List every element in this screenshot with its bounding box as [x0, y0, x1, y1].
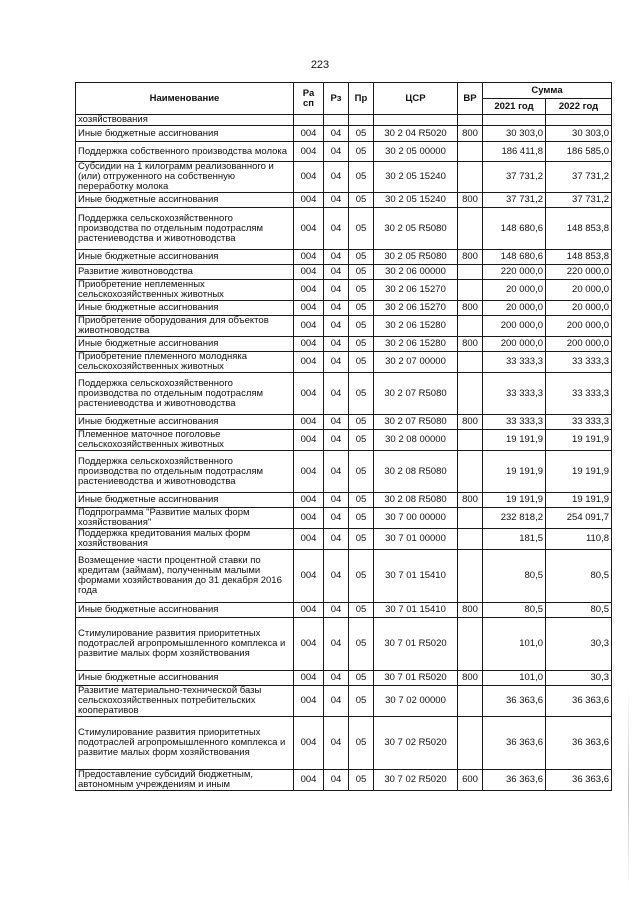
cell-csr: 30 2 05 R5080	[374, 208, 458, 250]
cell-rasp: 004	[294, 265, 324, 280]
cell-sum-2022: 19 191,9	[546, 430, 612, 451]
cell-pr: 05	[349, 618, 374, 671]
cell-csr: 30 2 06 15270	[374, 301, 458, 316]
cell-rasp: 004	[294, 142, 324, 162]
table-row	[76, 301, 612, 316]
cell-rasp	[294, 115, 324, 126]
table-row	[76, 430, 612, 451]
cell-pr: 05	[349, 770, 374, 791]
cell-csr: 30 2 05 00000	[374, 142, 458, 162]
cell-sum-2022: 254 091,7	[546, 508, 612, 529]
cell-pr: 05	[349, 451, 374, 493]
cell-pr: 05	[349, 250, 374, 265]
header-year-2021: 2021 год	[483, 99, 546, 115]
cell-csr: 30 2 07 R5080	[374, 415, 458, 430]
cell-sum-2021: 33 333,3	[483, 352, 546, 373]
cell-csr: 30 7 01 R5020	[374, 618, 458, 671]
cell-pr: 05	[349, 352, 374, 373]
cell-vr: 800	[458, 337, 483, 352]
cell-rz: 04	[324, 686, 349, 717]
cell-rz: 04	[324, 208, 349, 250]
cell-rasp: 004	[294, 373, 324, 415]
table-row	[76, 162, 612, 193]
cell-pr: 05	[349, 265, 374, 280]
cell-sum-2022: 148 853,8	[546, 208, 612, 250]
cell-name: Иные бюджетные ассигнования	[76, 415, 294, 430]
cell-vr: 800	[458, 301, 483, 316]
cell-csr: 30 2 08 00000	[374, 430, 458, 451]
cell-vr: 800	[458, 126, 483, 142]
cell-sum-2021: 36 363,6	[483, 717, 546, 770]
cell-sum-2022: 80,5	[546, 550, 612, 603]
cell-sum-2021: 101,0	[483, 618, 546, 671]
cell-sum-2021: 80,5	[483, 603, 546, 618]
cell-pr: 05	[349, 529, 374, 550]
cell-sum-2022: 80,5	[546, 603, 612, 618]
table-row	[76, 451, 612, 493]
cell-sum-2022: 36 363,6	[546, 770, 612, 791]
cell-rz: 04	[324, 717, 349, 770]
table-row	[76, 280, 612, 301]
header-name: Наименование	[76, 83, 294, 115]
cell-csr: 30 2 06 15280	[374, 316, 458, 337]
cell-name: Развитие животноводства	[76, 265, 294, 280]
table-body	[76, 115, 612, 791]
cell-name: Приобретение неплеменных сельскохозяйственных животных	[76, 280, 294, 301]
header-year-2022: 2022 год	[546, 99, 612, 115]
cell-rasp: 004	[294, 301, 324, 316]
cell-sum-2021: 200 000,0	[483, 316, 546, 337]
cell-name: Поддержка кредитования малых форм хозяйствования	[76, 529, 294, 550]
table-row	[76, 618, 612, 671]
cell-sum-2022	[546, 115, 612, 126]
scan-edge-mark	[628, 690, 629, 890]
table-row	[76, 126, 612, 142]
cell-rz: 04	[324, 451, 349, 493]
cell-sum-2021: 148 680,6	[483, 208, 546, 250]
cell-vr	[458, 529, 483, 550]
cell-pr: 05	[349, 508, 374, 529]
cell-pr: 05	[349, 603, 374, 618]
cell-vr: 800	[458, 250, 483, 265]
cell-rasp: 004	[294, 162, 324, 193]
cell-sum-2021: 20 000,0	[483, 280, 546, 301]
cell-vr	[458, 550, 483, 603]
table-row	[76, 250, 612, 265]
cell-vr: 800	[458, 671, 483, 686]
cell-rasp: 004	[294, 603, 324, 618]
cell-pr: 05	[349, 415, 374, 430]
cell-rz: 04	[324, 162, 349, 193]
cell-sum-2022: 200 000,0	[546, 316, 612, 337]
cell-vr	[458, 265, 483, 280]
cell-sum-2021: 200 000,0	[483, 337, 546, 352]
cell-rasp: 004	[294, 316, 324, 337]
table-row	[76, 770, 612, 791]
cell-rz: 04	[324, 671, 349, 686]
cell-rz: 04	[324, 301, 349, 316]
cell-sum-2021: 232 818,2	[483, 508, 546, 529]
cell-sum-2021: 36 363,6	[483, 770, 546, 791]
cell-rz: 04	[324, 373, 349, 415]
cell-rasp: 004	[294, 451, 324, 493]
cell-name: Приобретение оборудования для объектов животноводства	[76, 316, 294, 337]
cell-rz: 04	[324, 770, 349, 791]
cell-sum-2022: 30,3	[546, 618, 612, 671]
table-row	[76, 337, 612, 352]
cell-rz: 04	[324, 250, 349, 265]
cell-vr	[458, 162, 483, 193]
cell-pr: 05	[349, 493, 374, 508]
cell-vr	[458, 686, 483, 717]
cell-csr: 30 2 08 R5080	[374, 451, 458, 493]
cell-pr	[349, 115, 374, 126]
cell-rz: 04	[324, 603, 349, 618]
cell-name: Иные бюджетные ассигнования	[76, 301, 294, 316]
cell-name: Поддержка сельскохозяйственного производства по отдельным подотраслям растениеводства и животноводства	[76, 208, 294, 250]
cell-pr: 05	[349, 280, 374, 301]
cell-sum-2021: 19 191,9	[483, 493, 546, 508]
table-row	[76, 352, 612, 373]
cell-csr: 30 2 06 15280	[374, 337, 458, 352]
cell-rz: 04	[324, 126, 349, 142]
cell-sum-2021: 30 303,0	[483, 126, 546, 142]
cell-sum-2022: 30,3	[546, 671, 612, 686]
cell-pr: 05	[349, 193, 374, 208]
cell-pr: 05	[349, 550, 374, 603]
cell-rasp: 004	[294, 208, 324, 250]
cell-vr	[458, 717, 483, 770]
cell-sum-2021: 19 191,9	[483, 451, 546, 493]
header-csr: ЦСР	[374, 83, 458, 115]
cell-vr: 800	[458, 193, 483, 208]
cell-vr	[458, 618, 483, 671]
cell-csr: 30 7 02 R5020	[374, 770, 458, 791]
cell-vr: 600	[458, 770, 483, 791]
cell-rasp: 004	[294, 550, 324, 603]
cell-name: Иные бюджетные ассигнования	[76, 193, 294, 208]
cell-rz: 04	[324, 352, 349, 373]
cell-name: Иные бюджетные ассигнования	[76, 337, 294, 352]
cell-csr: 30 7 01 15410	[374, 550, 458, 603]
table-row	[76, 193, 612, 208]
cell-pr: 05	[349, 671, 374, 686]
cell-pr: 05	[349, 162, 374, 193]
cell-name: Иные бюджетные ассигнования	[76, 603, 294, 618]
cell-name: хозяйствования	[76, 115, 294, 126]
cell-vr: 800	[458, 415, 483, 430]
table-row	[76, 493, 612, 508]
cell-sum-2021: 37 731,2	[483, 162, 546, 193]
cell-rz: 04	[324, 508, 349, 529]
cell-rz: 04	[324, 493, 349, 508]
cell-vr	[458, 280, 483, 301]
cell-rasp: 004	[294, 250, 324, 265]
cell-csr: 30 2 04 R5020	[374, 126, 458, 142]
budget-table	[75, 82, 612, 791]
table-row	[76, 142, 612, 162]
cell-csr: 30 2 05 15240	[374, 193, 458, 208]
cell-pr: 05	[349, 316, 374, 337]
cell-pr: 05	[349, 430, 374, 451]
cell-csr: 30 2 06 15270	[374, 280, 458, 301]
header-rz: Рз	[324, 83, 349, 115]
cell-rz: 04	[324, 280, 349, 301]
cell-name: Предоставление субсидий бюджетным, автономным учреждениям и иным	[76, 770, 294, 791]
table-row	[76, 550, 612, 603]
cell-rz: 04	[324, 142, 349, 162]
cell-name: Иные бюджетные ассигнования	[76, 126, 294, 142]
cell-csr: 30 7 02 00000	[374, 686, 458, 717]
cell-csr: 30 2 07 00000	[374, 352, 458, 373]
cell-sum-2021: 148 680,6	[483, 250, 546, 265]
cell-csr: 30 2 07 R5080	[374, 373, 458, 415]
cell-vr	[458, 430, 483, 451]
cell-rz: 04	[324, 415, 349, 430]
cell-rz: 04	[324, 193, 349, 208]
cell-sum-2022: 186 585,0	[546, 142, 612, 162]
cell-csr: 30 7 01 00000	[374, 529, 458, 550]
table-row	[76, 316, 612, 337]
cell-name: Стимулирование развития приоритетных подотраслей агропромышленного комплекса и развитие малых форм хозяйствования	[76, 618, 294, 671]
cell-csr: 30 7 01 15410	[374, 603, 458, 618]
cell-name: Иные бюджетные ассигнования	[76, 671, 294, 686]
table-row	[76, 265, 612, 280]
cell-rz: 04	[324, 316, 349, 337]
header-sum: Сумма	[483, 83, 612, 99]
cell-rz: 04	[324, 550, 349, 603]
cell-rasp: 004	[294, 671, 324, 686]
cell-name: Поддержка сельскохозяйственного производства по отдельным подотраслям растениеводства и животноводства	[76, 451, 294, 493]
table-row	[76, 508, 612, 529]
cell-pr: 05	[349, 686, 374, 717]
cell-sum-2022: 30 303,0	[546, 126, 612, 142]
cell-csr: 30 2 05 R5080	[374, 250, 458, 265]
cell-rz: 04	[324, 529, 349, 550]
cell-vr	[458, 142, 483, 162]
cell-rasp: 004	[294, 529, 324, 550]
cell-vr	[458, 208, 483, 250]
cell-name: Поддержка собственного производства молока	[76, 142, 294, 162]
cell-pr: 05	[349, 142, 374, 162]
cell-rasp: 004	[294, 126, 324, 142]
cell-sum-2022: 33 333,3	[546, 373, 612, 415]
cell-name: Возмещение части процентной ставки по кредитам (займам), полученным малыми формами хозяйствования до 31 декабря 2016 года	[76, 550, 294, 603]
cell-pr: 05	[349, 301, 374, 316]
cell-sum-2022: 19 191,9	[546, 493, 612, 508]
cell-sum-2021: 37 731,2	[483, 193, 546, 208]
cell-sum-2022: 110,8	[546, 529, 612, 550]
cell-rasp: 004	[294, 280, 324, 301]
cell-csr: 30 7 00 00000	[374, 508, 458, 529]
table-row	[76, 415, 612, 430]
cell-sum-2021: 19 191,9	[483, 430, 546, 451]
cell-sum-2022: 36 363,6	[546, 717, 612, 770]
cell-csr: 30 2 05 15240	[374, 162, 458, 193]
cell-rasp: 004	[294, 337, 324, 352]
cell-sum-2021: 181,5	[483, 529, 546, 550]
cell-vr: 800	[458, 493, 483, 508]
cell-sum-2022: 37 731,2	[546, 162, 612, 193]
cell-pr: 05	[349, 126, 374, 142]
cell-csr	[374, 115, 458, 126]
cell-rasp: 004	[294, 770, 324, 791]
cell-sum-2022: 33 333,3	[546, 415, 612, 430]
cell-sum-2021	[483, 115, 546, 126]
cell-csr: 30 7 01 R5020	[374, 671, 458, 686]
cell-rasp: 004	[294, 415, 324, 430]
cell-sum-2021: 80,5	[483, 550, 546, 603]
cell-rasp: 004	[294, 193, 324, 208]
cell-pr: 05	[349, 337, 374, 352]
cell-sum-2022: 200 000,0	[546, 337, 612, 352]
cell-sum-2021: 220 000,0	[483, 265, 546, 280]
cell-rz	[324, 115, 349, 126]
cell-sum-2021: 20 000,0	[483, 301, 546, 316]
cell-csr: 30 7 02 R5020	[374, 717, 458, 770]
table-row	[76, 208, 612, 250]
table-row	[76, 115, 612, 126]
table-header	[76, 83, 612, 115]
cell-rasp: 004	[294, 508, 324, 529]
cell-rasp: 004	[294, 618, 324, 671]
header-pr: Пр	[349, 83, 374, 115]
cell-csr: 30 2 08 R5080	[374, 493, 458, 508]
header-vr: ВР	[458, 83, 483, 115]
header-rasp: Ра сп	[294, 83, 324, 115]
cell-name: Развитие материально-технической базы сельскохозяйственных потребительских кооперативов	[76, 686, 294, 717]
cell-vr	[458, 373, 483, 415]
cell-vr: 800	[458, 603, 483, 618]
cell-csr: 30 2 06 00000	[374, 265, 458, 280]
table-row	[76, 671, 612, 686]
cell-rz: 04	[324, 337, 349, 352]
cell-name: Поддержка сельскохозяйственного производства по отдельным подотраслям растениеводства и животноводства	[76, 373, 294, 415]
cell-vr	[458, 316, 483, 337]
table-row	[76, 686, 612, 717]
table-row	[76, 529, 612, 550]
cell-pr: 05	[349, 717, 374, 770]
cell-rasp: 004	[294, 430, 324, 451]
cell-rz: 04	[324, 265, 349, 280]
cell-sum-2021: 33 333,3	[483, 373, 546, 415]
table-row	[76, 373, 612, 415]
cell-vr	[458, 115, 483, 126]
cell-sum-2022: 19 191,9	[546, 451, 612, 493]
cell-sum-2022: 33 333,3	[546, 352, 612, 373]
cell-vr	[458, 352, 483, 373]
cell-sum-2021: 33 333,3	[483, 415, 546, 430]
cell-name: Стимулирование развития приоритетных подотраслей агропромышленного комплекса и развитие малых форм хозяйствования	[76, 717, 294, 770]
cell-rasp: 004	[294, 493, 324, 508]
cell-name: Иные бюджетные ассигнования	[76, 250, 294, 265]
cell-rasp: 004	[294, 352, 324, 373]
cell-sum-2022: 20 000,0	[546, 280, 612, 301]
cell-rasp: 004	[294, 686, 324, 717]
cell-rz: 04	[324, 618, 349, 671]
cell-sum-2022: 20 000,0	[546, 301, 612, 316]
cell-sum-2021: 101,0	[483, 671, 546, 686]
cell-vr	[458, 451, 483, 493]
table-row	[76, 603, 612, 618]
cell-sum-2021: 36 363,6	[483, 686, 546, 717]
cell-vr	[458, 508, 483, 529]
cell-sum-2022: 37 731,2	[546, 193, 612, 208]
cell-pr: 05	[349, 208, 374, 250]
cell-name: Субсидии на 1 килограмм реализованного и (или) отгруженного на собственную переработку молока	[76, 162, 294, 193]
cell-name: Иные бюджетные ассигнования	[76, 493, 294, 508]
cell-rasp: 004	[294, 717, 324, 770]
table-row	[76, 717, 612, 770]
cell-sum-2022: 220 000,0	[546, 265, 612, 280]
cell-sum-2022: 148 853,8	[546, 250, 612, 265]
cell-sum-2022: 36 363,6	[546, 686, 612, 717]
cell-sum-2021: 186 411,8	[483, 142, 546, 162]
cell-name: Приобретение племенного молодняка сельскохозяйственных животных	[76, 352, 294, 373]
cell-name: Племенное маточное поголовье сельскохозяйственных животных	[76, 430, 294, 451]
cell-pr: 05	[349, 373, 374, 415]
page-number: 223	[310, 59, 330, 71]
cell-name: Подпрограмма "Развитие малых форм хозяйствования"	[76, 508, 294, 529]
cell-rz: 04	[324, 430, 349, 451]
